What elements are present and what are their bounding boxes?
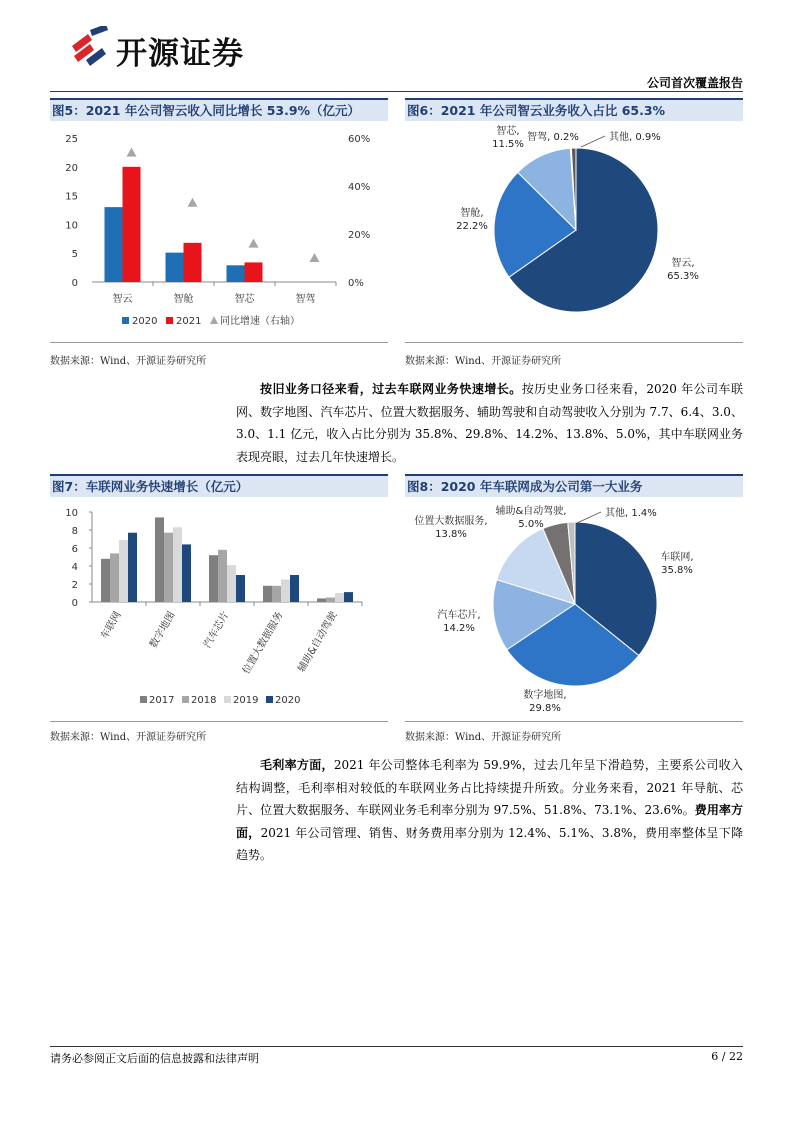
- fig7-bar-2017: [155, 517, 164, 602]
- paragraph2-lead2: 费用率方面，: [236, 803, 743, 840]
- header-rule: [50, 91, 743, 92]
- fig5-y-tick: 0: [71, 278, 78, 289]
- fig6-slice-name: 智芯,: [496, 126, 520, 137]
- fig5-legend-label: 2020: [132, 316, 158, 327]
- fig7-bar-2020: [128, 533, 137, 602]
- paragraph2-lead1: 毛利率方面，: [260, 758, 334, 772]
- fig5-legend-swatch: [210, 316, 218, 324]
- fig5-bar-2020: [227, 265, 245, 282]
- fig7-y-tick: 4: [71, 562, 78, 573]
- fig5-x-label: 智舱: [173, 294, 194, 305]
- fig7-rule: [50, 721, 388, 722]
- fig6-slice-value: 11.5%: [492, 139, 524, 150]
- footer-rule: [50, 1046, 743, 1047]
- fig6-slice-value: 22.2%: [456, 221, 488, 232]
- fig7-bar-2019: [335, 593, 344, 602]
- fig7-y-tick: 10: [65, 508, 78, 519]
- fig5-y-tick: 10: [65, 220, 78, 232]
- fig7-bar-2018: [326, 598, 335, 603]
- fig5-y2-tick: 60%: [348, 134, 371, 145]
- fig8-slice-label: [414, 514, 487, 540]
- fig8-rule: [405, 721, 743, 722]
- fig6-rule: [405, 342, 743, 343]
- fig7-legend-label: 2017: [149, 695, 175, 706]
- fig5-y-tick: 5: [71, 249, 78, 261]
- fig8-slice-label: 其他, 1.4%: [605, 508, 657, 519]
- fig6-source: 数据来源：Wind、开源证券研究所: [405, 356, 562, 367]
- fig5-x-label: 智驾: [295, 294, 316, 305]
- fig8-slice-label: [523, 688, 566, 714]
- fig5-growth-marker: [188, 198, 198, 207]
- fig7-chart: [50, 500, 388, 718]
- fig7-legend-swatch: [140, 696, 147, 703]
- fig5-growth-marker: [310, 253, 320, 262]
- fig7-legend-label: 2018: [191, 695, 217, 706]
- fig7-source: 数据来源：Wind、开源证券研究所: [50, 732, 207, 743]
- fig5-y-tick: 15: [65, 191, 78, 203]
- fig5-growth-marker: [127, 148, 137, 157]
- fig6-slice-label: [667, 256, 699, 282]
- fig8-slice-value: 29.8%: [529, 703, 561, 714]
- fig8-leader-line: [577, 512, 601, 523]
- fig7-bar-2017: [263, 586, 272, 602]
- page-number: 6 / 22: [711, 1050, 743, 1063]
- fig7-bar-2017: [209, 555, 218, 602]
- fig5-growth-marker: [249, 239, 259, 248]
- fig5-legend-swatch: [122, 317, 129, 324]
- fig6-title: 图6：2021 年公司智云业务收入占比 65.3%: [407, 103, 666, 118]
- fig5-title: 图5：2021 年公司智云收入同比增长 53.9%（亿元）: [52, 103, 361, 118]
- fig8-chart: [405, 500, 743, 718]
- fig5-bar-2020: [166, 253, 184, 282]
- fig7-bar-2020: [290, 575, 299, 602]
- paragraph2-text2: 2021 年公司管理、销售、财务费用率分别为 12.4%、5.1%、3.8%，费用率整体呈下降趋势。: [236, 825, 743, 862]
- fig7-legend-swatch: [182, 696, 189, 703]
- logo-mark-icon: [68, 26, 110, 70]
- fig6-slice-label: [456, 206, 488, 232]
- fig7-bar-2018: [218, 550, 227, 602]
- brand-name: 开源证券: [116, 36, 244, 72]
- brand-logo: [68, 26, 110, 70]
- fig7-bar-2019: [227, 565, 236, 602]
- fig5-chart: [50, 124, 388, 342]
- fig5-rule: [50, 342, 388, 343]
- fig7-y-tick: 8: [71, 526, 78, 537]
- fig5-legend-label: 2021: [176, 316, 202, 327]
- fig7-x-label: 位置大数据服务: [241, 610, 286, 677]
- fig8-slice-value: 13.8%: [435, 529, 467, 540]
- fig7-y-tick: 6: [71, 544, 78, 555]
- fig6-slice-label: 其他, 0.9%: [609, 132, 661, 143]
- fig7-title: 图7：车联网业务快速增长（亿元）: [52, 479, 249, 494]
- paragraph1-text: 按历史业务口径来看，2020 年公司车联网、数字地图、汽车芯片、位置大数据服务、辅助驾驶和自动驾驶收入分别为 7.7、6.4、3.0、3.0、1.1 亿元，收入占比分别为 35.8%、29.8%、14.2%、13.8%、5.0%，其中车联网业务表现亮眼，过去几年快速增长。: [236, 382, 743, 464]
- fig7-bar-2019: [173, 527, 182, 602]
- fig5-bar-2020: [105, 207, 123, 282]
- fig5-y2-tick: 40%: [348, 182, 371, 193]
- fig6-slice-value: 65.3%: [667, 271, 699, 282]
- fig7-y-tick: 2: [71, 580, 78, 591]
- fig5-bar-2021: [123, 167, 141, 282]
- fig5-y2-tick: 20%: [348, 230, 371, 241]
- fig8-slice-label: [437, 608, 480, 634]
- fig6-slice-label: [492, 124, 524, 150]
- fig8-slice-name: 车联网,: [660, 552, 694, 563]
- fig6-slice-name: 智舱,: [460, 208, 484, 219]
- fig6-slice-label: 智驾, 0.2%: [527, 132, 579, 143]
- fig7-x-label: 数字地图: [148, 610, 178, 651]
- fig7-bar-2020: [236, 575, 245, 602]
- fig5-legend-swatch: [166, 317, 173, 324]
- fig7-bar-2018: [272, 586, 281, 602]
- paragraph-legacy-business: [236, 378, 743, 468]
- fig8-slice-name: 数字地图,: [523, 690, 567, 701]
- fig7-bar-2018: [110, 553, 119, 602]
- fig8-source: 数据来源：Wind、开源证券研究所: [405, 732, 562, 743]
- fig7-bar-2018: [164, 533, 173, 602]
- paragraph1-lead: 按旧业务口径来看，过去车联网业务快速增长。: [260, 382, 522, 396]
- fig7-bar-2020: [344, 592, 353, 602]
- fig7-x-label: 汽车芯片: [202, 610, 232, 651]
- fig7-legend-label: 2019: [233, 695, 259, 706]
- fig5-x-label: 智云: [112, 294, 133, 305]
- fig5-y-tick: 20: [65, 162, 78, 174]
- fig5-source: 数据来源：Wind、开源证券研究所: [50, 356, 207, 367]
- fig6-slice-name: 智云,: [671, 258, 695, 269]
- fig5-y-tick: 25: [65, 134, 78, 145]
- fig7-y-tick: 0: [71, 598, 78, 609]
- fig5-y2-tick: 0%: [348, 278, 364, 289]
- fig5-bar-2021: [184, 243, 202, 282]
- fig8-slice-value: 14.2%: [443, 623, 475, 634]
- fig5-x-label: 智芯: [234, 294, 255, 305]
- fig7-bar-2017: [101, 559, 110, 602]
- report-type: 公司首次覆盖报告: [646, 76, 743, 90]
- fig7-legend-swatch: [266, 696, 273, 703]
- fig7-x-label: 辅助&自动驾驶: [296, 610, 340, 675]
- fig8-slice-name: 辅助&自动驾驶,: [495, 506, 567, 517]
- fig7-legend-label: 2020: [275, 695, 301, 706]
- fig7-bar-2020: [182, 544, 191, 602]
- fig5-bar-2021: [245, 262, 263, 282]
- fig8-slice-value: 5.0%: [518, 519, 544, 530]
- fig8-title: 图8：2020 年车联网成为公司第一大业务: [407, 479, 643, 494]
- fig7-x-label: 车联网: [99, 610, 124, 642]
- fig7-bar-2019: [119, 540, 128, 602]
- fig6-chart: [405, 124, 743, 342]
- fig8-slice-name: 位置大数据服务,: [414, 516, 488, 527]
- fig8-slice-label: [660, 551, 693, 576]
- fig7-bar-2019: [281, 580, 290, 603]
- fig7-legend-swatch: [224, 696, 231, 703]
- paragraph-margins: [236, 754, 743, 867]
- fig7-bar-2017: [317, 598, 326, 602]
- footer-disclaimer: 请务必参阅正文后面的信息披露和法律声明: [50, 1052, 259, 1065]
- fig6-leader-line: [581, 136, 605, 147]
- fig8-slice-value: 35.8%: [661, 565, 693, 576]
- paragraph2-text1: 2021 年公司整体毛利率为 59.9%，过去几年呈下滑趋势，主要系公司收入结构调整，毛利率相对较低的车联网业务占比持续提升所致。分业务来看，2021 年导航、芯片、位置大数据服务、车联网业务毛利率分别为 97.5%、51.8%、73.1%、23.6%。: [236, 758, 743, 817]
- fig5-legend-label: 同比增速（右轴）: [220, 316, 300, 327]
- fig8-slice-name: 汽车芯片,: [437, 610, 481, 621]
